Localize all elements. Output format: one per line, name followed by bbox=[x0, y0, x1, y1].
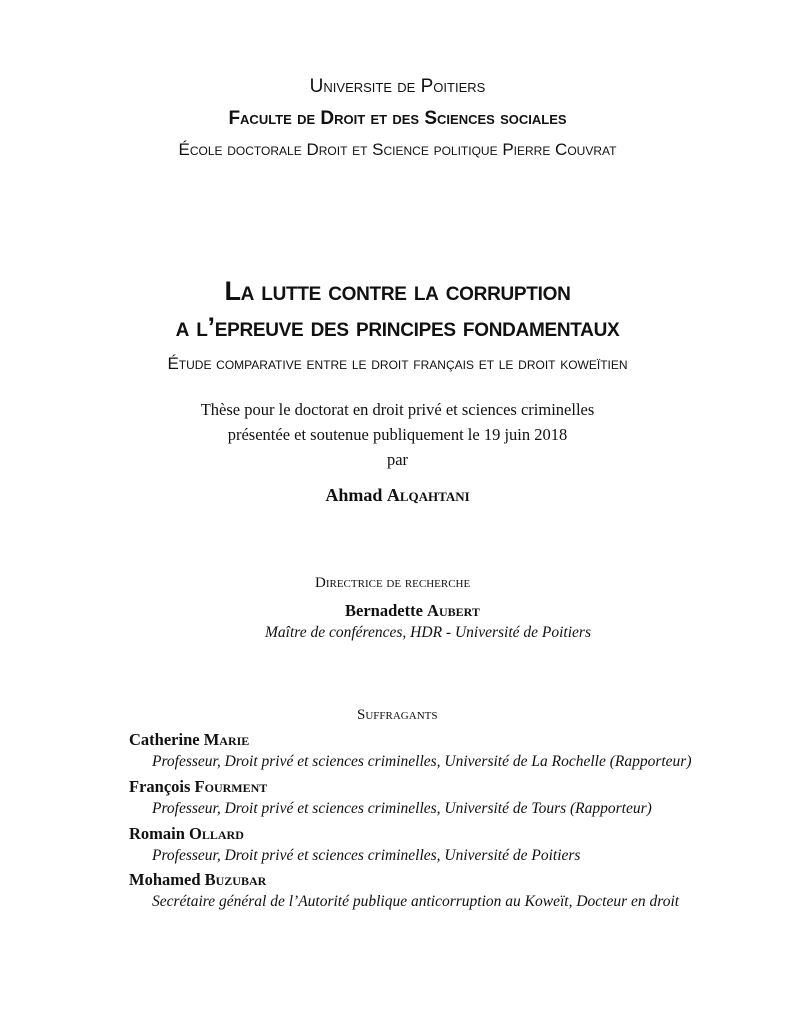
director-name bbox=[345, 601, 480, 621]
author-name bbox=[0, 485, 795, 506]
jury-member-first-name: Mohamed bbox=[129, 870, 201, 889]
jury-member-last-name: Ollard bbox=[189, 824, 244, 843]
author-first-name: Ahmad bbox=[325, 485, 383, 505]
doctoral-school: École doctorale Droit et Science politique Pierre Couvrat bbox=[178, 140, 617, 159]
jury-member-role: Professeur, Droit privé et sciences criminelles, Université de La Rochelle (Rapporteur) bbox=[152, 753, 692, 770]
director-role: Maître de conférences, HDR - Université de Poitiers bbox=[265, 624, 591, 641]
jury-member-name bbox=[129, 777, 267, 797]
thesis-degree: Thèse pour le doctorat en droit privé et sciences criminelles bbox=[200, 400, 595, 419]
jury-member-name bbox=[129, 870, 266, 890]
jury-member-last-name: Fourment bbox=[194, 777, 268, 796]
by-label: par bbox=[386, 450, 409, 469]
jury-member-last-name: Buzubar bbox=[204, 870, 267, 889]
university-name: Universite de Poitiers bbox=[309, 76, 486, 97]
jury-member-name bbox=[129, 730, 249, 750]
jury-member-first-name: Catherine bbox=[129, 730, 200, 749]
jury-member-role: Professeur, Droit privé et sciences criminelles, Université de Poitiers bbox=[152, 847, 581, 864]
faculty-name: Faculte de Droit et des Sciences sociales bbox=[228, 108, 567, 129]
jury-member-role: Secrétaire général de l’Autorité publique anticorruption au Koweït, Docteur en droit bbox=[152, 893, 680, 910]
author-last-name: Alqahtani bbox=[386, 485, 470, 505]
jury-member-first-name: Romain bbox=[129, 824, 185, 843]
thesis-subtitle: Étude comparative entre le droit français et le droit koweïtien bbox=[167, 354, 628, 373]
jury-member-first-name: François bbox=[129, 777, 191, 796]
thesis-defense-date: présentée et soutenue publiquement le 19 juin 2018 bbox=[227, 425, 568, 444]
thesis-title-line-1: La lutte contre la corruption bbox=[224, 276, 571, 306]
jury-member-name bbox=[129, 824, 244, 844]
jury-label: Suffragants bbox=[357, 707, 438, 723]
director-first-name: Bernadette bbox=[345, 601, 423, 620]
director-last-name: Aubert bbox=[427, 601, 480, 620]
thesis-title-line-2: a l’epreuve des principes fondamentaux bbox=[175, 312, 620, 342]
jury-member-role: Professeur, Droit privé et sciences criminelles, Université de Tours (Rapporteur) bbox=[152, 800, 652, 817]
director-label: Directrice de recherche bbox=[315, 575, 471, 591]
jury-member-last-name: Marie bbox=[203, 730, 250, 749]
